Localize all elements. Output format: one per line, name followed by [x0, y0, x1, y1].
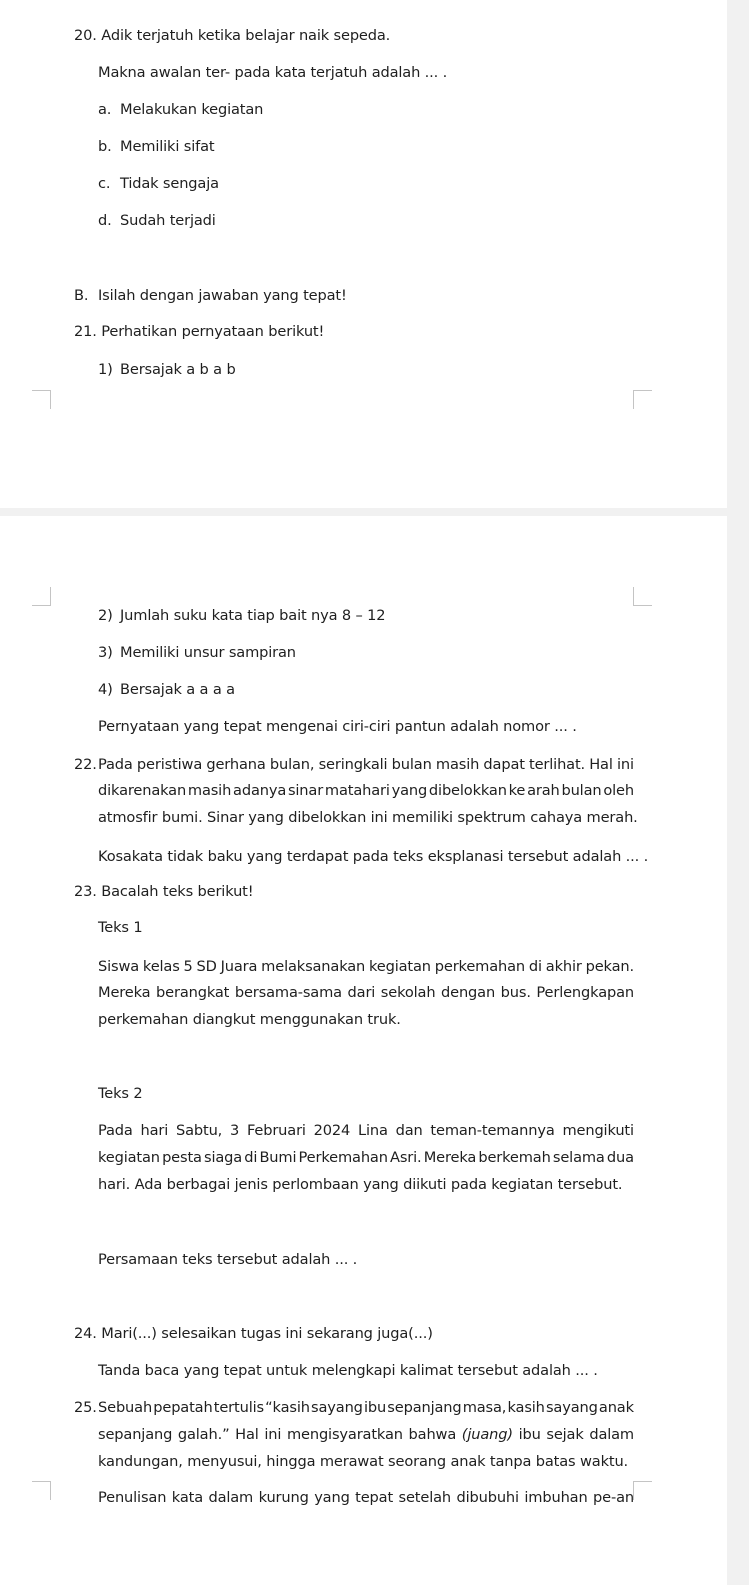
word: Februari	[246, 1122, 306, 1139]
paragraph-line	[98, 1148, 634, 1168]
word: terlihat.	[529, 756, 586, 773]
word: di	[244, 1149, 258, 1166]
word: mengikuti	[562, 1122, 634, 1139]
word: akhir	[545, 958, 582, 975]
option-letter: c.	[98, 175, 111, 192]
paragraph-line	[98, 1121, 634, 1141]
word: yang	[314, 1489, 350, 1506]
statement-number: 1)	[98, 361, 113, 378]
section-title: Isilah dengan jawaban yang tepat!	[98, 287, 347, 304]
word: dibelokkan	[428, 782, 507, 799]
word: melaksanakan	[261, 958, 366, 975]
paragraph-line: perkemahan diangkut menggunakan truk.	[98, 1011, 401, 1028]
word: dikarenakan	[98, 782, 187, 799]
option-letter: a.	[98, 101, 112, 118]
crop-mark	[32, 390, 51, 409]
word: kegiatan	[98, 1149, 160, 1166]
word: tepat	[355, 1489, 394, 1506]
word: masih	[435, 756, 480, 773]
word: hari	[140, 1122, 169, 1139]
paragraph-line: hari. Ada berbagai jenis perlombaan yang diikuti pada kegiatan tersebut.	[98, 1176, 623, 1193]
question-stem: Mari(...) selesaikan tugas ini sekarang juga(...)	[101, 1325, 433, 1342]
question-prompt: Tanda baca yang tepat untuk melengkapi kalimat tersebut adalah ... .	[98, 1362, 598, 1379]
word: bahwa	[408, 1426, 457, 1443]
word: sepanjang	[98, 1426, 173, 1443]
word: peristiwa	[136, 756, 203, 773]
word: bulan,	[269, 756, 315, 773]
word: ini	[264, 1426, 282, 1443]
word: sepanjang	[387, 1399, 462, 1416]
word: dalam	[589, 1426, 634, 1443]
word: adanya	[233, 782, 287, 799]
paragraph-line: atmosfir bumi. Sinar yang dibelokkan ini memiliki spektrum cahaya merah.	[98, 809, 638, 826]
word: kasih	[507, 1399, 545, 1416]
question-prompt: Persamaan teks tersebut adalah ... .	[98, 1251, 358, 1268]
word: bulan	[391, 756, 432, 773]
word: tertulis	[213, 1399, 264, 1416]
question-number: 25.	[74, 1399, 97, 1416]
word: seringkali	[318, 756, 388, 773]
word: Mereka	[98, 984, 151, 1001]
word: 5	[183, 958, 193, 975]
word: Sebuah	[98, 1399, 153, 1416]
question-number: 20.	[74, 27, 97, 44]
question-prompt: Makna awalan ter- pada kata terjatuh adalah ... .	[98, 64, 448, 81]
word: masih	[187, 782, 232, 799]
word: teman-temannya	[430, 1122, 555, 1139]
word: setelah	[398, 1489, 451, 1506]
statement-number: 3)	[98, 644, 113, 661]
document-page-1	[0, 0, 727, 508]
statement-text: Jumlah suku kata tiap bait nya 8 – 12	[120, 607, 386, 624]
word: dan	[395, 1122, 423, 1139]
word: ini	[616, 756, 634, 773]
word: kata	[171, 1489, 203, 1506]
crop-mark	[633, 1481, 652, 1500]
paragraph-line	[98, 755, 634, 775]
option-text: Melakukan kegiatan	[120, 101, 264, 118]
word: Hal	[589, 756, 613, 773]
word: Perkemahan	[298, 1149, 388, 1166]
word: mengisyaratkan	[286, 1426, 403, 1443]
statement-text: Bersajak a a a a	[120, 681, 235, 698]
word: (juang)	[461, 1426, 513, 1443]
word: Mereka	[423, 1149, 477, 1166]
word: dibubuhi	[456, 1489, 519, 1506]
option-text: Sudah terjadi	[120, 212, 216, 229]
question-stem: Bacalah teks berikut!	[101, 883, 254, 900]
crop-mark	[32, 1481, 51, 1500]
word: pekan.	[585, 958, 634, 975]
paragraph-line	[98, 1488, 634, 1508]
question-stem: Perhatikan pernyataan berikut!	[101, 323, 325, 340]
statement-number: 4)	[98, 681, 113, 698]
word: Perlengkapan	[536, 984, 634, 1001]
word: Juara	[220, 958, 258, 975]
text-title: Teks 2	[98, 1085, 143, 1102]
word: imbuhan	[524, 1489, 588, 1506]
word: ibu	[363, 1399, 387, 1416]
crop-mark	[633, 390, 652, 409]
word: di	[528, 958, 542, 975]
question-number: 21.	[74, 323, 97, 340]
word: Lina	[358, 1122, 388, 1139]
word: Siswa	[98, 958, 140, 975]
paragraph-line	[98, 1398, 634, 1418]
document-page-2	[0, 516, 727, 1585]
question-prompt: Pernyataan yang tepat mengenai ciri-ciri pantun adalah nomor ... .	[98, 718, 577, 735]
word: anak	[598, 1399, 634, 1416]
word: kurung	[258, 1489, 309, 1506]
word: Hal	[235, 1426, 259, 1443]
scrollbar-track[interactable]	[727, 0, 749, 1585]
question-20	[74, 26, 390, 46]
word: galah.”	[177, 1426, 230, 1443]
word: dua	[606, 1149, 634, 1166]
word: sekolah	[380, 984, 436, 1001]
option-letter: d.	[98, 212, 112, 229]
word: yang	[391, 782, 428, 799]
word: sejak	[546, 1426, 584, 1443]
word: dalam	[208, 1489, 254, 1506]
paragraph-line	[98, 957, 634, 977]
word: kelas	[142, 958, 180, 975]
word: pe-an	[593, 1489, 634, 1506]
word: pepatah	[153, 1399, 213, 1416]
word: SD	[196, 958, 217, 975]
question-prompt: Kosakata tidak baku yang terdapat pada teks eksplanasi tersebut adalah ... .	[98, 848, 649, 865]
crop-mark	[32, 587, 51, 606]
question-number: 22.	[74, 756, 97, 773]
word: gerhana	[206, 756, 266, 773]
question-number: 24.	[74, 1325, 97, 1342]
crop-mark	[633, 587, 652, 606]
word: sinar	[287, 782, 324, 799]
word: masa,	[462, 1399, 507, 1416]
question-23	[74, 882, 253, 902]
question-stem: Adik terjatuh ketika belajar naik sepeda.	[101, 27, 391, 44]
word: ibu	[518, 1426, 541, 1443]
word: matahari	[324, 782, 390, 799]
word: Bumi	[259, 1149, 297, 1166]
word: kegiatan	[369, 958, 431, 975]
question-number: 23.	[74, 883, 97, 900]
word: Pada	[98, 1122, 133, 1139]
question-24	[74, 1324, 433, 1344]
word: 3	[229, 1122, 240, 1139]
text-title: Teks 1	[98, 919, 143, 936]
word: “kasih	[265, 1399, 310, 1416]
word: 2024	[313, 1122, 351, 1139]
word: Asri.	[390, 1149, 422, 1166]
question-21	[74, 322, 324, 342]
word: Sabtu,	[175, 1122, 223, 1139]
word: sayang	[311, 1399, 363, 1416]
option-text: Tidak sengaja	[120, 175, 219, 192]
word: pesta	[162, 1149, 202, 1166]
word: Penulisan	[98, 1489, 167, 1506]
word: sayang	[545, 1399, 598, 1416]
statement-text: Bersajak a b a b	[120, 361, 236, 378]
paragraph-line	[98, 781, 634, 801]
word: dengan	[441, 984, 496, 1001]
section-letter: B.	[74, 287, 89, 304]
word: Pada	[98, 756, 133, 773]
word: berangkat	[156, 984, 230, 1001]
word: perkemahan	[434, 958, 526, 975]
word: siaga	[204, 1149, 243, 1166]
statement-number: 2)	[98, 607, 113, 624]
word: bulan	[561, 782, 602, 799]
paragraph-line	[98, 983, 634, 1003]
word: dari	[347, 984, 376, 1001]
word: dapat	[483, 756, 525, 773]
word: bersama-sama	[234, 984, 342, 1001]
word: berkemah	[478, 1149, 551, 1166]
statement-text: Memiliki unsur sampiran	[120, 644, 296, 661]
word: selama	[552, 1149, 605, 1166]
option-text: Memiliki sifat	[120, 138, 215, 155]
word: arah	[527, 782, 560, 799]
word: oleh	[603, 782, 634, 799]
word: ke	[508, 782, 526, 799]
paragraph-line: kandungan, menyusui, hingga merawat seorang anak tanpa batas waktu.	[98, 1453, 629, 1470]
word: bus.	[500, 984, 531, 1001]
option-letter: b.	[98, 138, 112, 155]
paragraph-line	[98, 1425, 634, 1445]
